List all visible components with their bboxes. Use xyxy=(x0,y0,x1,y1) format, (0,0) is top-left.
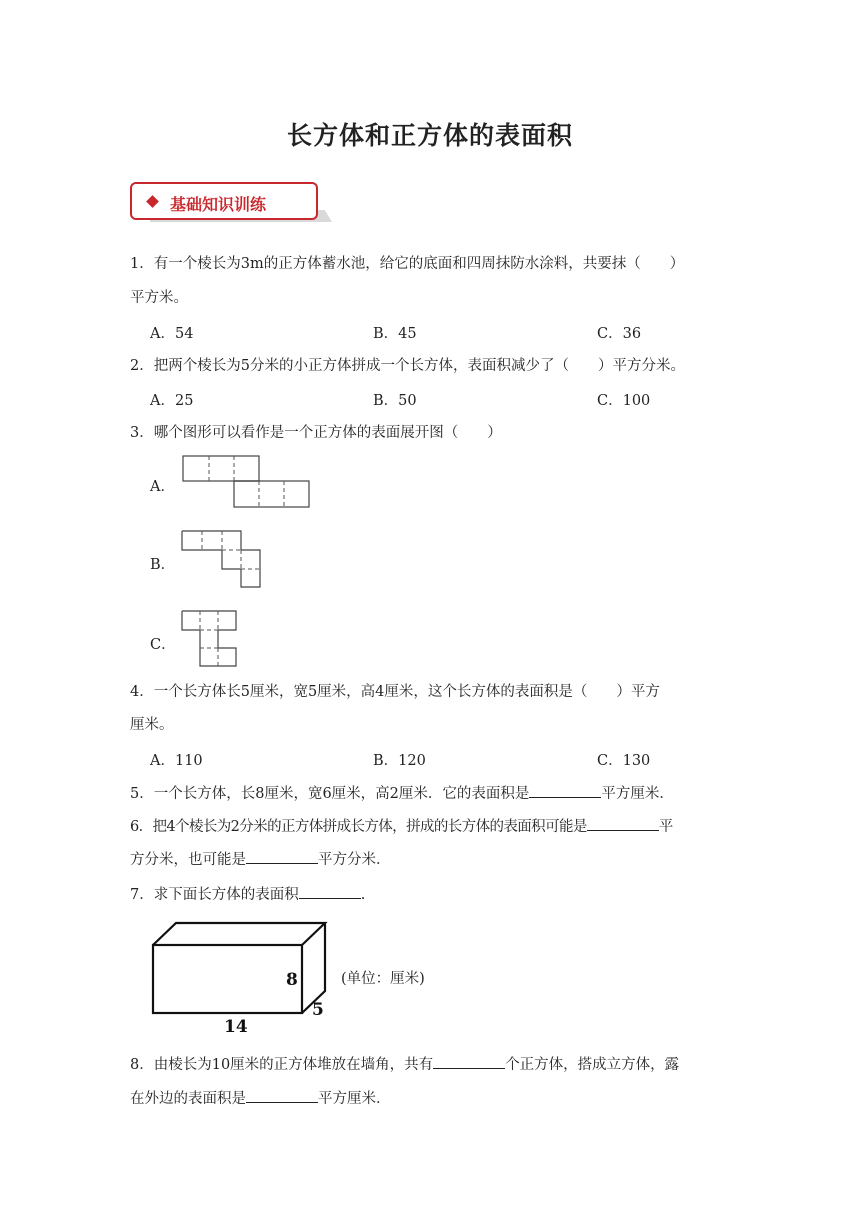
q5-text xyxy=(130,783,674,804)
cube-net-b-figure xyxy=(179,528,263,590)
q7-text xyxy=(130,884,365,905)
q8-line2-before: 在外边的表面积是 xyxy=(130,1091,246,1107)
q6-text-cont xyxy=(130,849,391,870)
diamond-icon xyxy=(146,195,159,208)
answer-blank[interactable] xyxy=(299,884,361,899)
height-label: 8 xyxy=(286,970,298,990)
q8-text xyxy=(130,1054,679,1075)
q1-text: 1．有一个棱长为3m的正方体蓄水池，给它的底面和四周抹防水涂料，共要抹（ ） xyxy=(130,256,685,272)
q3-option-b: B． xyxy=(150,557,176,573)
answer-blank[interactable] xyxy=(433,1054,505,1069)
q6-text-before: 6．把4个棱长为2分米的正方体拼成长方体，拼成的长方体的表面积可能是 xyxy=(130,819,587,835)
q3-option-c: C． xyxy=(150,637,176,653)
q4-option-a: A．110 xyxy=(150,753,203,769)
q1-option-b: B．45 xyxy=(373,326,417,342)
q1-text-cont: 平方米。 xyxy=(130,290,188,306)
q5-text-after: 平方厘米． xyxy=(601,786,674,802)
q4-text: 4．一个长方体长5厘米，宽5厘米，高4厘米，这个长方体的表面积是（ ）平方 xyxy=(130,684,660,700)
page-title: 长方体和正方体的表面积 xyxy=(286,121,573,150)
q8-text-after: 个正方体，搭成立方体，露 xyxy=(505,1057,680,1073)
section-label: 基础知识训练 xyxy=(170,195,267,214)
q5-text-before: 5．一个长方体，长8厘米，宽6厘米，高2厘米．它的表面积是 xyxy=(130,786,530,802)
cuboid-figure xyxy=(148,918,333,1038)
answer-blank[interactable] xyxy=(246,1088,318,1103)
q2-option-b: B．50 xyxy=(373,393,417,409)
q2-text: 2．把两个棱长为5分米的小正方体拼成一个长方体，表面积减少了（ ）平方分米。 xyxy=(130,358,685,374)
q1-option-a: A．54 xyxy=(150,326,194,342)
answer-blank[interactable] xyxy=(246,849,318,864)
answer-blank[interactable] xyxy=(529,783,601,798)
q6-text xyxy=(130,816,673,837)
q2-option-c: C．100 xyxy=(597,393,651,409)
answer-blank[interactable] xyxy=(587,816,659,831)
q8-text-cont xyxy=(130,1088,391,1109)
q4-text-cont: 厘米。 xyxy=(130,717,174,733)
width-label: 5 xyxy=(312,1000,324,1020)
q7-text-after: . xyxy=(360,887,366,903)
section-banner xyxy=(130,182,318,220)
q3-text: 3．哪个图形可以看作是一个正方体的表面展开图（ ） xyxy=(130,425,502,441)
q8-line2-after: 平方厘米． xyxy=(318,1091,391,1107)
q3-option-a: A． xyxy=(150,479,175,495)
q7-text-before: 7．求下面长方体的表面积 xyxy=(130,887,299,903)
cube-net-a-figure xyxy=(180,453,312,511)
q8-text-before: 8．由棱长为10厘米的正方体堆放在墙角，共有 xyxy=(130,1057,434,1073)
cube-net-c-figure xyxy=(179,608,239,670)
q6-line2-after: 平方分米． xyxy=(318,852,391,868)
unit-label: (单位：厘米) xyxy=(341,971,425,987)
q1-option-c: C．36 xyxy=(597,326,642,342)
q4-option-c: C．130 xyxy=(597,753,651,769)
q6-line2-before: 方分米，也可能是 xyxy=(130,852,246,868)
q4-option-b: B．120 xyxy=(373,753,426,769)
q6-text-after: 平 xyxy=(658,819,673,835)
length-label: 14 xyxy=(224,1017,248,1037)
q2-option-a: A．25 xyxy=(150,393,194,409)
